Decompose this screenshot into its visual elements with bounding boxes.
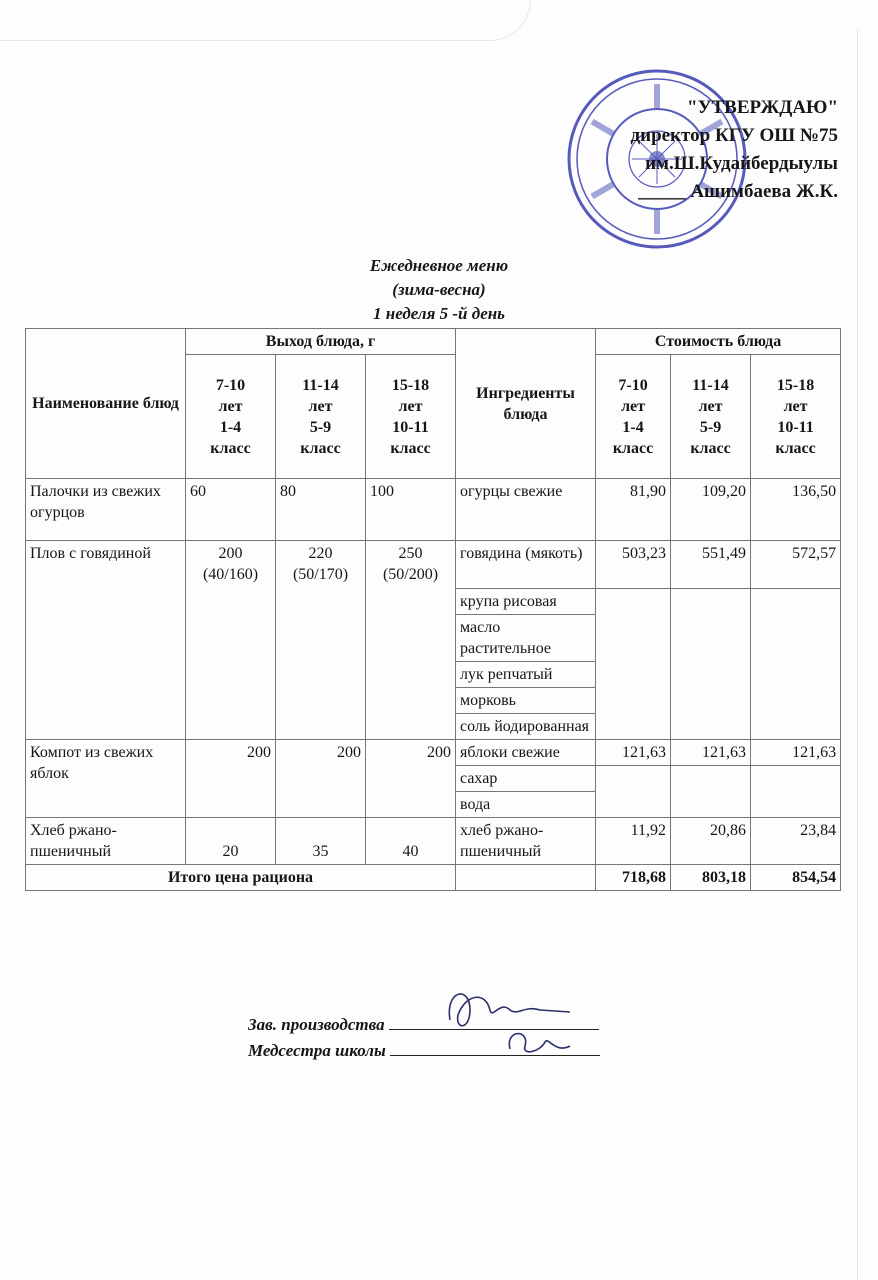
menu-table bbox=[25, 328, 841, 891]
yield-cell: 40 bbox=[366, 818, 456, 865]
approval-heading: "УТВЕРЖДАЮ" bbox=[687, 97, 838, 118]
ingredient-cell: говядина (мякоть) bbox=[456, 541, 596, 589]
cost-cell bbox=[596, 589, 671, 740]
ingredient-cell: хлеб ржано-пшеничный bbox=[456, 818, 596, 865]
handwritten-signature-2 bbox=[500, 1024, 580, 1064]
cost-cell bbox=[671, 766, 751, 818]
dish-name: Хлеб ржано-пшеничный bbox=[26, 818, 186, 865]
ingredient-cell: морковь bbox=[456, 688, 596, 714]
cost-cell: 136,50 bbox=[751, 479, 841, 541]
approval-position: директор КГУ ОШ №75 bbox=[630, 125, 838, 146]
total-label: Итого цена рациона bbox=[26, 865, 456, 891]
cost-cell bbox=[751, 766, 841, 818]
table-row bbox=[26, 818, 841, 865]
signature-production: Зав. производства bbox=[248, 1012, 600, 1038]
menu-title bbox=[0, 254, 878, 326]
header-yield: Выход блюда, г bbox=[186, 329, 456, 355]
cost-cell: 121,63 bbox=[596, 740, 671, 766]
ingredient-cell: крупа рисовая bbox=[456, 589, 596, 615]
cost-cell bbox=[671, 589, 751, 740]
dish-name: Плов с говядиной bbox=[26, 541, 186, 740]
header-cost-group-2: 11-14 лет 5-9 класс bbox=[671, 355, 751, 479]
yield-cell: 100 bbox=[366, 479, 456, 541]
ingredient-cell: соль йодированная bbox=[456, 714, 596, 740]
total-cost: 854,54 bbox=[751, 865, 841, 891]
cost-cell: 11,92 bbox=[596, 818, 671, 865]
dish-name: Палочки из свежих огурцов bbox=[26, 479, 186, 541]
header-cost: Стоимость блюда bbox=[596, 329, 841, 355]
header-cost-group-1: 7-10 лет 1-4 класс bbox=[596, 355, 671, 479]
yield-cell: 200 bbox=[186, 740, 276, 818]
cost-cell: 572,57 bbox=[751, 541, 841, 589]
ingredient-cell: вода bbox=[456, 792, 596, 818]
total-cost: 803,18 bbox=[671, 865, 751, 891]
header-dish: Наименование блюд bbox=[26, 329, 186, 479]
cost-cell: 121,63 bbox=[671, 740, 751, 766]
cost-cell bbox=[596, 766, 671, 818]
total-empty-cell bbox=[456, 865, 596, 891]
ingredient-cell: яблоки свежие bbox=[456, 740, 596, 766]
ingredient-cell: сахар bbox=[456, 766, 596, 792]
table-row bbox=[26, 541, 841, 589]
cost-cell: 20,86 bbox=[671, 818, 751, 865]
yield-cell: 60 bbox=[186, 479, 276, 541]
yield-cell: 200 (40/160) bbox=[186, 541, 276, 740]
cost-cell: 81,90 bbox=[596, 479, 671, 541]
ingredient-cell: огурцы свежие bbox=[456, 479, 596, 541]
header-yield-group-1: 7-10 лет 1-4 класс bbox=[186, 355, 276, 479]
total-row bbox=[26, 865, 841, 891]
approval-director: _____ Ашимбаева Ж.К. bbox=[638, 181, 838, 202]
cost-cell bbox=[751, 589, 841, 740]
total-cost: 718,68 bbox=[596, 865, 671, 891]
table-row bbox=[26, 740, 841, 766]
paper-fold bbox=[0, 0, 531, 41]
cost-cell: 109,20 bbox=[671, 479, 751, 541]
yield-cell: 250 (50/200) bbox=[366, 541, 456, 740]
table-row bbox=[26, 479, 841, 541]
title-line-1: Ежедневное меню bbox=[369, 256, 509, 275]
cost-cell: 503,23 bbox=[596, 541, 671, 589]
cost-cell: 121,63 bbox=[751, 740, 841, 766]
title-line-3: 1 неделя 5 -й день bbox=[373, 304, 505, 323]
paper-edge bbox=[857, 30, 858, 1280]
header-cost-group-3: 15-18 лет 10-11 класс bbox=[751, 355, 841, 479]
cost-cell: 23,84 bbox=[751, 818, 841, 865]
yield-cell: 220 (50/170) bbox=[276, 541, 366, 740]
ingredient-cell: масло растительное bbox=[456, 615, 596, 662]
cost-cell: 551,49 bbox=[671, 541, 751, 589]
yield-cell: 20 bbox=[186, 818, 276, 865]
approval-school: им.Ш.Кудайбердыулы bbox=[645, 153, 838, 174]
header-row-1 bbox=[26, 329, 841, 355]
director-name: Ашимбаева Ж.К. bbox=[690, 181, 838, 202]
yield-cell: 80 bbox=[276, 479, 366, 541]
approval-block bbox=[568, 94, 838, 206]
ingredient-cell: лук репчатый bbox=[456, 662, 596, 688]
yield-cell: 35 bbox=[276, 818, 366, 865]
yield-cell: 200 bbox=[276, 740, 366, 818]
yield-cell: 200 bbox=[366, 740, 456, 818]
title-line-2: (зима-весна) bbox=[392, 280, 486, 299]
dish-name: Компот из свежих яблок bbox=[26, 740, 186, 818]
header-yield-group-3: 15-18 лет 10-11 класс bbox=[366, 355, 456, 479]
header-yield-group-2: 11-14 лет 5-9 класс bbox=[276, 355, 366, 479]
signature-nurse: Медсестра школы bbox=[248, 1038, 600, 1064]
header-ingredients: Ингредиенты блюда bbox=[456, 329, 596, 479]
